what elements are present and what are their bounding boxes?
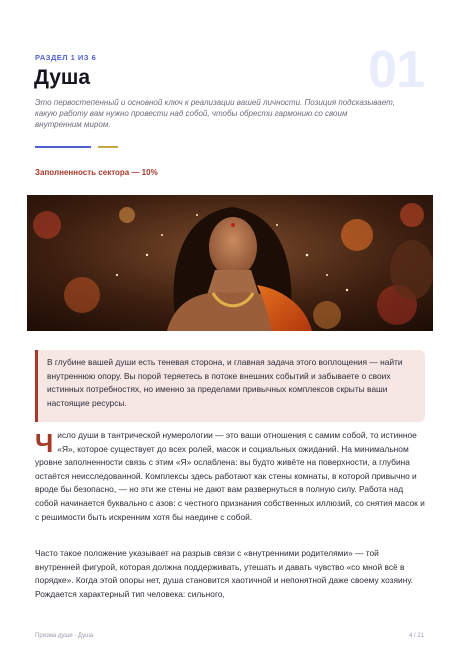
body-paragraph-1-text: исло души в тантрической нумерологии — это ваши отношения с самим собой, то истинное «Я», которое существует до всех ролей, масок и социальных ожиданий. На минимальном уровне заполненности связь с этим «Я» ослаблена: вы будто живёте на поверхности, а глубина остаётся неисследованной. Комплексы здесь работают как стены комнаты, в которой привычно и вроде бы безопасно, — но эти же стены не дают вам развернуться в полную силу. Работа над собой начинается буквально с азов: с честного признания собственных иллюзий, со снятия масок и с решимости быть искренним хотя бы наедине с собой. <box>35 430 425 522</box>
hero-photo-illustration <box>27 195 433 331</box>
sector-fill-label: Заполненность сектора — 10% <box>35 168 158 177</box>
drop-cap: Ч <box>35 428 54 458</box>
divider-blue <box>35 146 91 148</box>
page-title: Душа <box>34 66 91 89</box>
page-subtitle: Это первостепенный и основной ключ к реализации вашей личности. Позиция подсказывает, какую работу вам нужно провести над собой, чтобы обрести гармонию со своим внутренним миром. <box>35 98 395 129</box>
section-number: 01 <box>368 41 424 99</box>
body-paragraph-2: Часто такое положение указывает на разрыв связи с «внутренними родителями» — той внутренней фигурой, которая должна поддерживать, утешать и давать чувство «со мной всё в порядке». Когда этой опоры нет, душа становится хаотичной и непонятной даже своему хозяину. Рождается характерный тип человека: сильного, <box>35 548 413 599</box>
section-label: РАЗДЕЛ 1 ИЗ 6 <box>35 53 97 62</box>
page-number: 4 / 21 <box>408 633 424 639</box>
hero-photo <box>27 195 433 331</box>
footer-title: Призма души · Душа <box>35 633 94 639</box>
divider-gold <box>98 146 118 148</box>
body-paragraph-1 <box>35 429 425 524</box>
callout-block: В глубине вашей души есть теневая сторона, и главная задача этого воплощения — найти внутреннюю опору. Вы порой теряетесь в потоке внешних событий и забываете о своих истинных потребностях, но именно за пределами привычных комплексов скрыты ваши настоящие ресурсы. <box>35 350 425 422</box>
